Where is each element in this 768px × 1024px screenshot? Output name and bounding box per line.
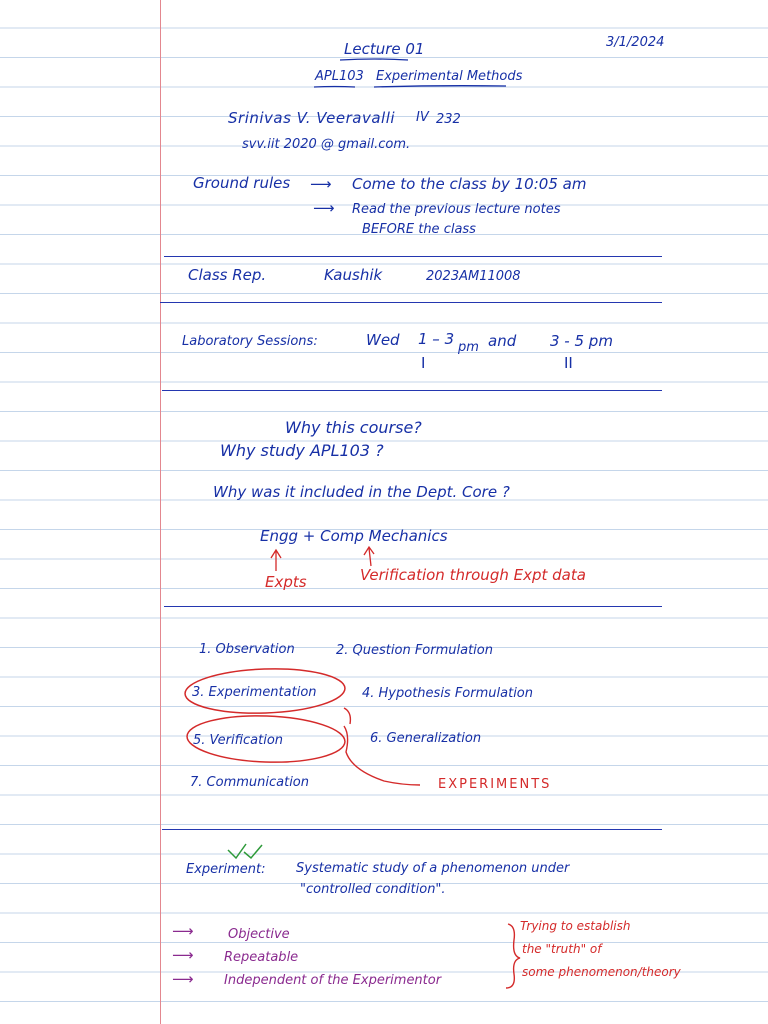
section-divider <box>164 256 662 257</box>
lab-joiner: and <box>488 332 517 350</box>
property-repeatable: Repeatable <box>224 950 299 965</box>
lab-slot-1-numeral: I <box>421 354 426 372</box>
question-2: Why study APL103 ? <box>220 441 384 460</box>
arrow-icon: ⟶ <box>313 199 335 217</box>
step-observation: 1. Observation <box>199 642 295 657</box>
lab-slot-1-unit: pm <box>458 340 479 355</box>
question-1: Why this course? <box>285 418 422 437</box>
aside-line-1: Trying to establish <box>520 919 631 933</box>
lab-label: Laboratory Sessions: <box>182 334 318 349</box>
property-independent: Independent of the Experimentor <box>224 973 442 988</box>
step-experimentation: 3. Experimentation <box>192 685 317 700</box>
ground-rules-label: Ground rules <box>193 174 291 192</box>
arrow-icon: ⟶ <box>172 946 194 964</box>
underline-title <box>340 59 408 60</box>
property-objective: Objective <box>228 927 290 942</box>
underline-course-name <box>374 86 506 87</box>
definition-line-1: Systematic study of a phenomenon under <box>296 861 570 876</box>
underline-course <box>314 87 355 88</box>
margin-line <box>160 0 161 1024</box>
lab-slot-1: 1 – 3 <box>418 330 455 348</box>
step-communication: 7. Communication <box>190 775 309 790</box>
up-arrow-icon <box>364 547 374 566</box>
section-divider <box>162 390 662 391</box>
email: svv.iit 2020 @ gmail.com. <box>242 137 411 152</box>
section-divider <box>162 829 662 830</box>
step-hypothesis-formulation: 4. Hypothesis Formulation <box>362 686 533 701</box>
arrow-icon: ⟶ <box>172 970 194 988</box>
red-note-expts: Expts <box>265 573 307 591</box>
lab-slot-2-numeral: II <box>564 354 573 372</box>
aside-line-3: some phenomenon/theory <box>522 965 681 979</box>
class-rep-label: Class Rep. <box>188 266 267 284</box>
class-rep-id: 2023AM11008 <box>426 269 521 284</box>
ground-rule-1: Come to the class by 10:05 am <box>352 175 587 193</box>
red-note-verification: Verification through Expt data <box>360 566 586 584</box>
check-mark-icon <box>228 844 246 858</box>
class-rep-name: Kaushik <box>324 266 383 284</box>
room-numeral: IV <box>416 110 429 125</box>
arrow-icon: ⟶ <box>172 922 194 940</box>
aside-line-2: the "truth" of <box>522 942 602 956</box>
ground-rule-3: BEFORE the class <box>362 222 476 237</box>
section-divider <box>164 606 662 607</box>
room-number: 232 <box>436 112 461 127</box>
experiments-label: EXPERIMENTS <box>438 777 552 792</box>
lab-day: Wed <box>366 331 400 349</box>
engg-comp-mechanics: Engg + Comp Mechanics <box>260 527 448 545</box>
curly-brace <box>506 924 520 988</box>
step-question-formulation: 2. Question Formulation <box>336 643 493 658</box>
question-3: Why was it included in the Dept. Core ? <box>213 483 510 501</box>
ground-rule-2: Read the previous lecture notes <box>352 202 561 217</box>
lecture-title: Lecture 01 <box>344 40 425 58</box>
check-mark-icon <box>244 845 262 858</box>
definition-line-2: "controlled condition". <box>300 882 446 897</box>
lab-slot-2: 3 - 5 pm <box>550 332 613 350</box>
step-verification: 5. Verification <box>193 733 284 748</box>
course-code: APL103 <box>315 69 364 84</box>
definition-term: Experiment: <box>186 862 266 877</box>
up-arrow-icon <box>271 550 281 571</box>
bracket-to-experiments <box>344 708 420 785</box>
section-divider <box>160 302 662 303</box>
date: 3/1/2024 <box>606 35 665 50</box>
course-name: Experimental Methods <box>376 69 523 84</box>
arrow-icon: ⟶ <box>310 175 332 193</box>
instructor-name: Srinivas V. Veeravalli <box>228 109 396 127</box>
step-generalization: 6. Generalization <box>370 731 482 746</box>
